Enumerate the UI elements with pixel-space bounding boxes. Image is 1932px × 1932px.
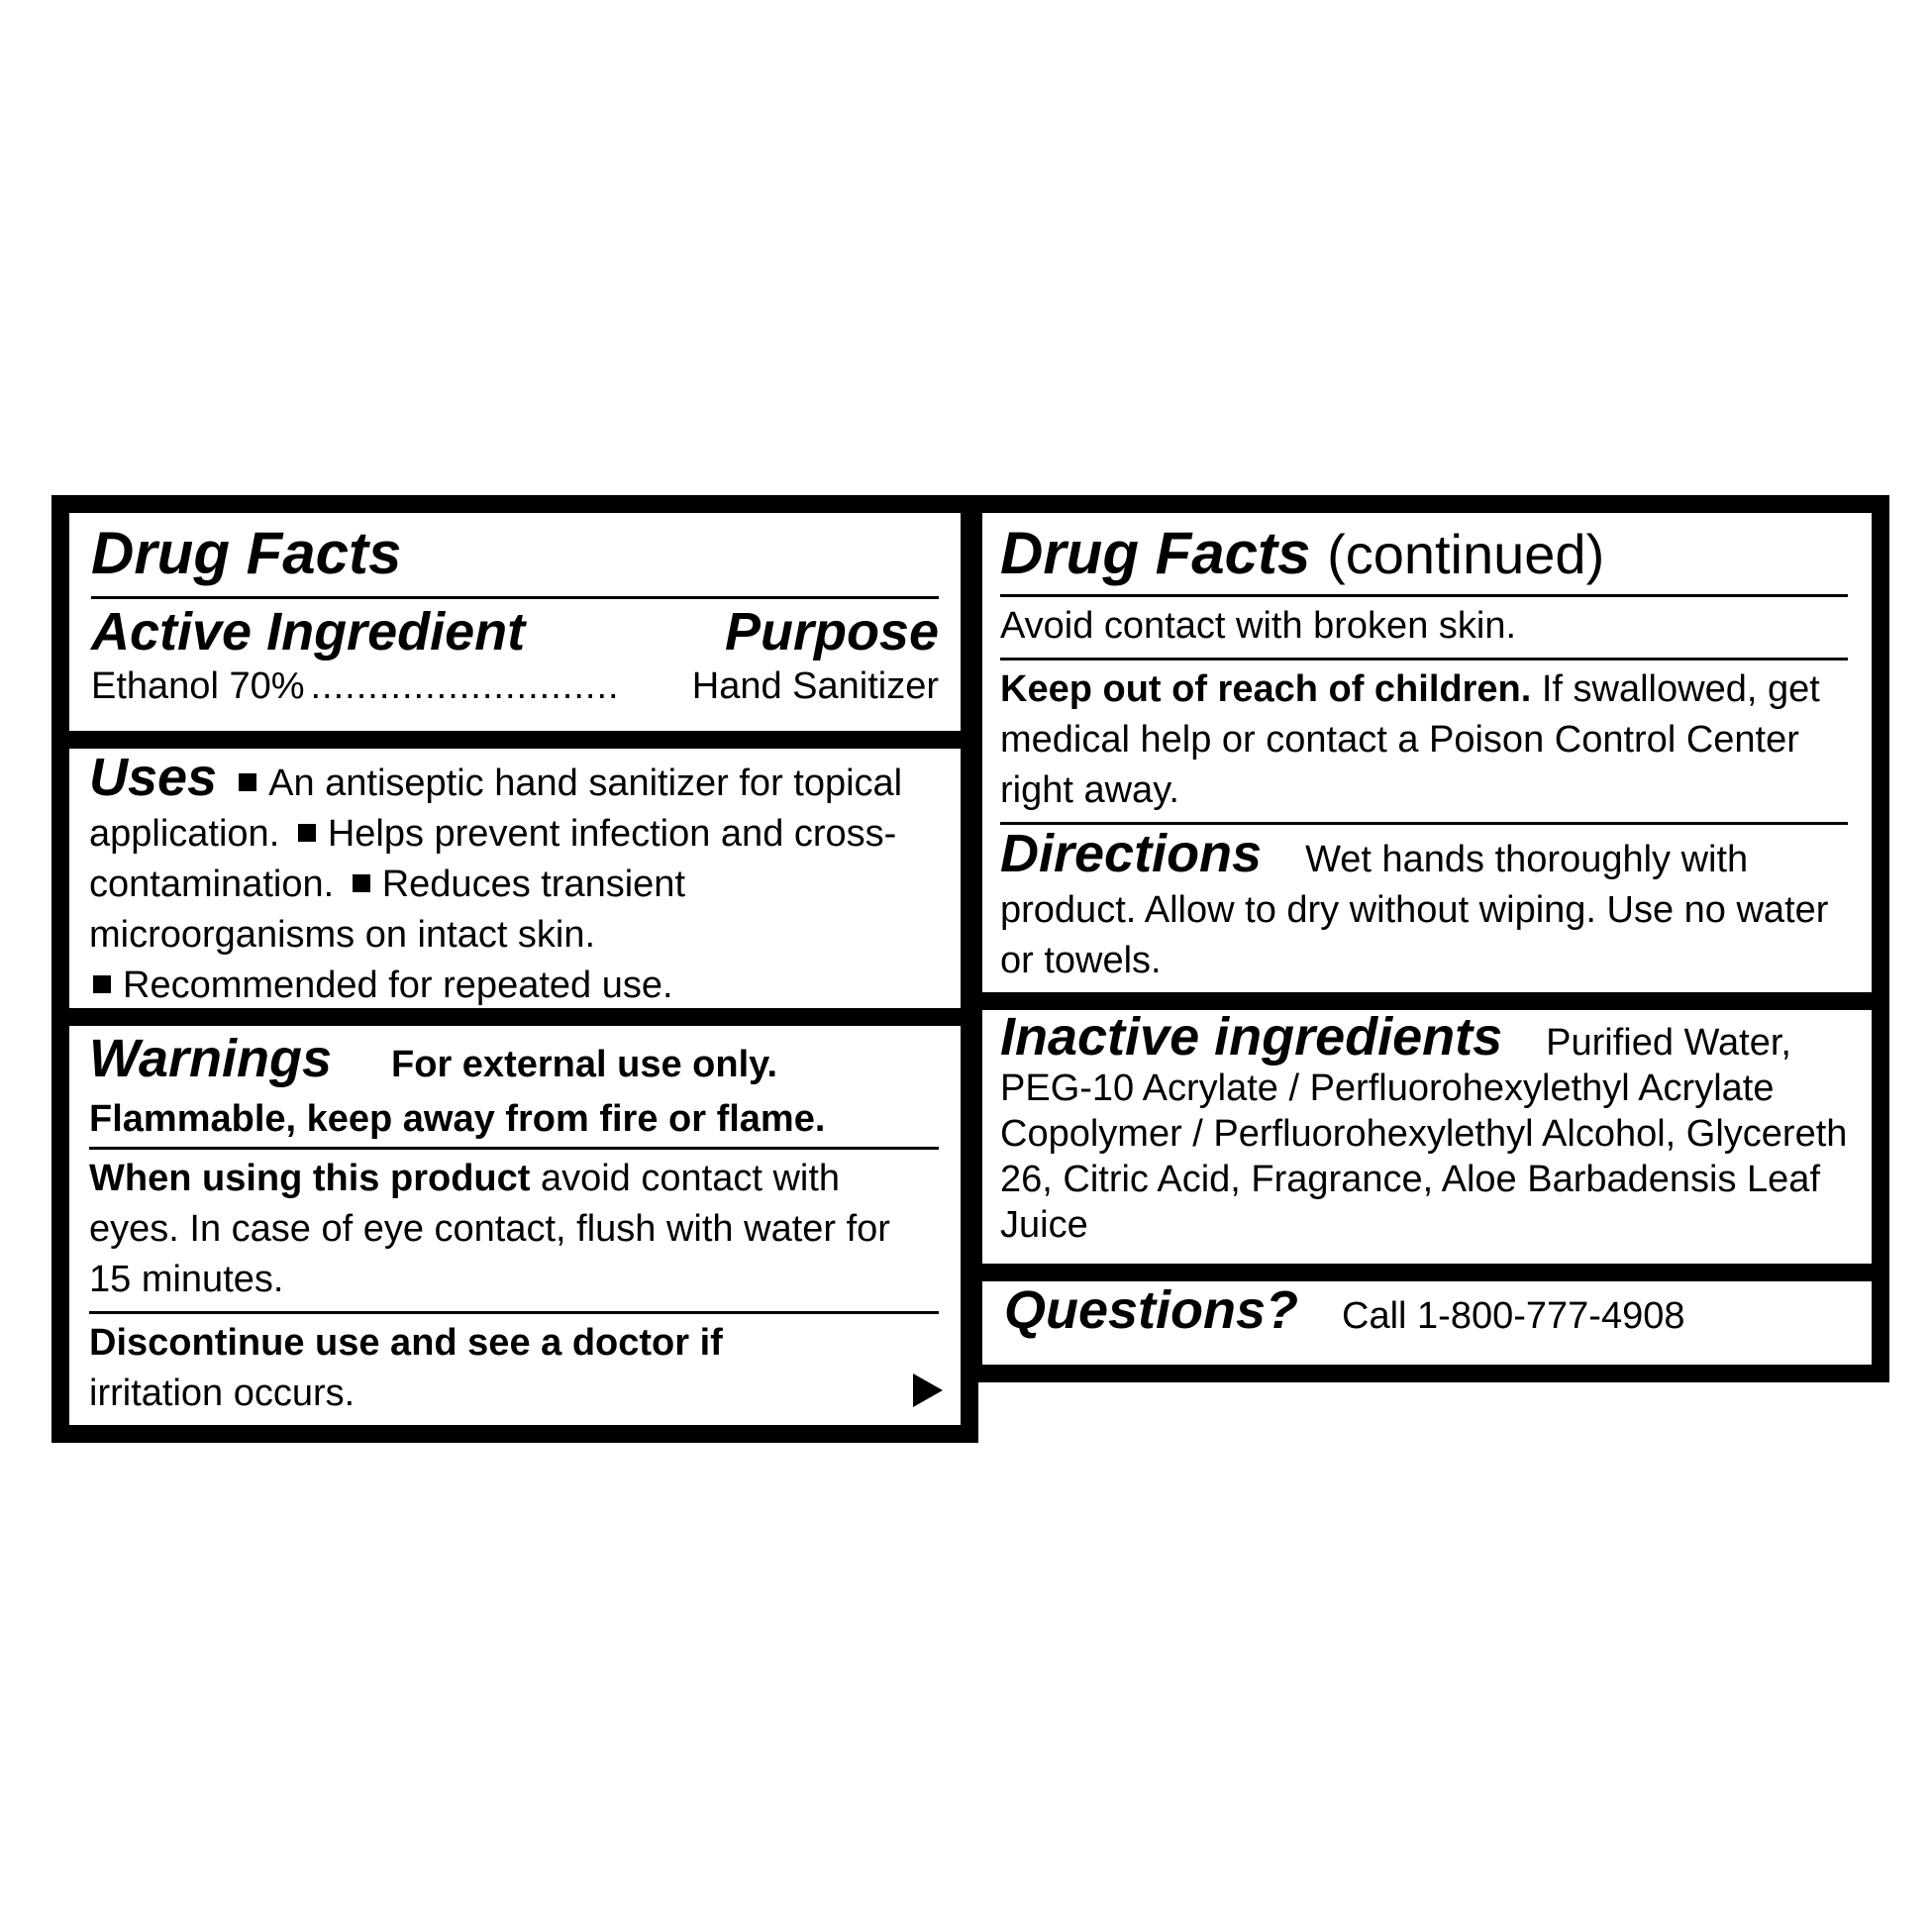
- children-warning-heading: Keep out of reach of children.: [1000, 668, 1532, 710]
- when-using-text: avoid contact with eyes. In case of eye contact, flush with water for 15 minutes.: [89, 1158, 890, 1300]
- drug-facts-label: [51, 495, 1889, 1414]
- questions-phone[interactable]: Call 1-800-777-4908: [1342, 1295, 1685, 1337]
- external-use-warning: For external use only.: [391, 1044, 777, 1085]
- when-using-heading: When using this product: [89, 1158, 531, 1199]
- discontinue-section: [89, 1314, 939, 1425]
- divider: [91, 596, 939, 599]
- continued-panel: [982, 513, 1872, 992]
- square-bullet-icon: [93, 975, 111, 993]
- use-item: An antiseptic hand sanitizer for topical application.: [89, 763, 903, 855]
- discontinue-heading: Discontinue use and see a doctor if: [89, 1322, 723, 1364]
- drug-facts-right-column: [978, 495, 1889, 1382]
- right-triangle-arrow-icon: [913, 1373, 943, 1407]
- uses-heading: Uses: [89, 748, 218, 807]
- inactive-ingredients-section: [1000, 1007, 1848, 1248]
- questions-section: [1004, 1280, 1848, 1342]
- use-item: Reduces transient microorganisms on intact skin.: [89, 864, 686, 956]
- drug-facts-continued-title: [1000, 521, 1848, 586]
- questions-heading: Questions?: [1004, 1280, 1299, 1340]
- use-item: Recommended for repeated use.: [123, 965, 673, 1006]
- flammable-warning: Flammable, keep away from fire or flame.: [89, 1098, 826, 1140]
- directions-section: [1000, 825, 1848, 992]
- questions-panel: [982, 1281, 1872, 1365]
- leader-dots: ...........................: [310, 665, 620, 708]
- ingredient-name: Ethanol 70%: [91, 665, 305, 708]
- active-ingredient-header-row: [91, 603, 939, 661]
- purpose-heading: Purpose: [724, 602, 939, 661]
- active-ingredient-panel: [69, 513, 961, 731]
- directions-text: Wet hands thoroughly with product. Allow to dry without wiping. Use no water or towels.: [1000, 839, 1829, 981]
- warnings-header-line: [89, 1029, 939, 1090]
- square-bullet-icon: [239, 773, 256, 791]
- inactive-ingredients-heading: Inactive ingredients: [1000, 1007, 1503, 1067]
- drug-facts-title: Drug Facts: [91, 520, 402, 586]
- avoid-broken-skin: Avoid contact with broken skin.: [1000, 605, 1517, 647]
- square-bullet-icon: [353, 874, 370, 892]
- drug-facts-left-column: [51, 495, 978, 1443]
- inactive-ingredients-text: Purified Water, PEG-10 Acrylate / Perfluorohexylethyl Acrylate Copolymer / Perfluorohexylethyl Alcohol, Glycereth 26, Citric Acid, Fragrance, Aloe Barbadensis Leaf Juice: [1000, 1022, 1848, 1246]
- ingredient-purpose: Hand Sanitizer: [691, 665, 939, 708]
- continued-suffix: (continued): [1327, 523, 1605, 585]
- children-warning-section: [1000, 661, 1848, 822]
- active-ingredient-heading: Active Ingredient: [91, 602, 526, 661]
- warnings-heading: Warnings: [89, 1029, 333, 1088]
- uses-panel: [69, 749, 961, 1008]
- discontinue-text: irritation occurs.: [89, 1373, 356, 1414]
- square-bullet-icon: [298, 824, 316, 842]
- directions-heading: Directions: [1000, 824, 1263, 883]
- warnings-panel: [69, 1026, 961, 1425]
- ingredient-row: [91, 661, 939, 712]
- inactive-ingredients-panel: [982, 1007, 1872, 1264]
- when-using-section: [89, 1150, 939, 1311]
- children-warning-text: If swallowed, get medical help or contact a Poison Control Center right away.: [1000, 668, 1820, 811]
- use-item: Helps prevent infection and cross-contamination.: [89, 813, 897, 905]
- warnings-section: [89, 1030, 939, 1147]
- drug-facts-title: Drug Facts: [1000, 520, 1311, 586]
- uses-text: [89, 748, 939, 1011]
